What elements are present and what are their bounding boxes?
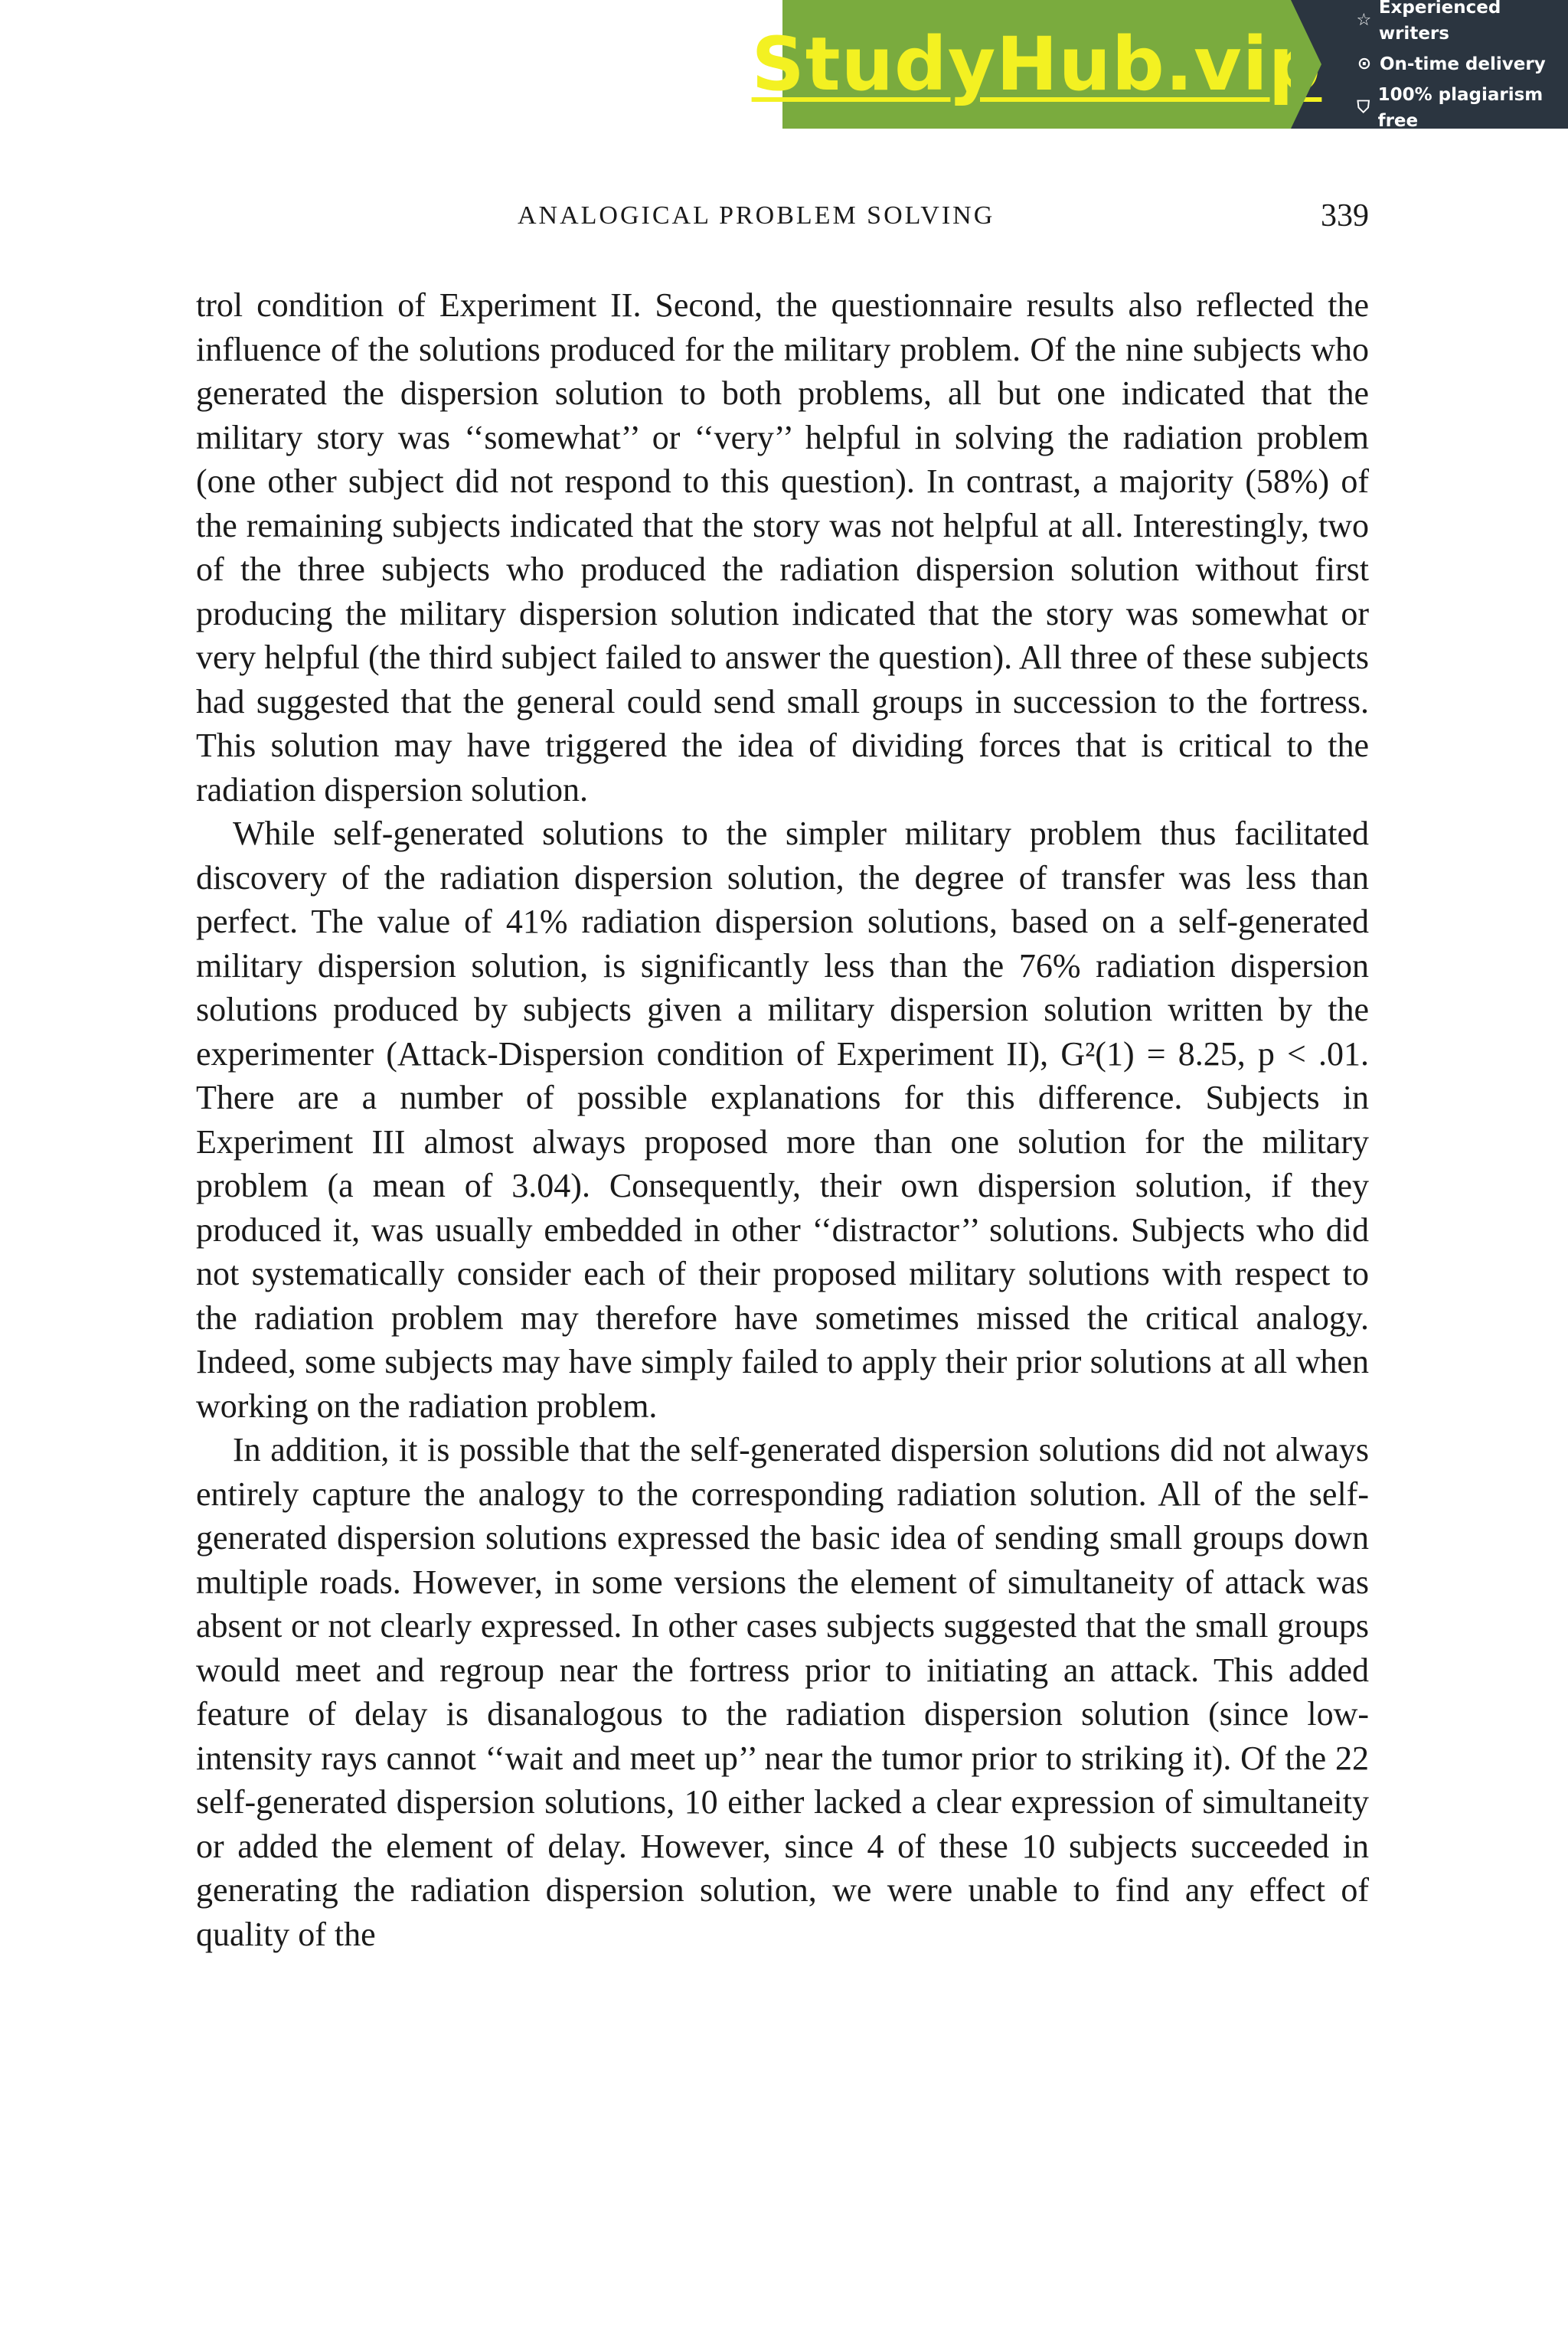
paragraph-2: While self-generated solutions to the simpler military problem thus facilitated discovery of the radiation dispersion solution, the degree of transfer was less than perfect. The value of 41% radiation dispersion solutions, based on a self-generated military dispersion solution, is significantly less than the 76% radiation dispersion solutions produced by subjects given a military dispersion solution written by the experimenter (Attack-Dispersion condition of Experiment II), G²(1) = 8.25, p < .01. There are a number of possible explanations for this difference. Subjects in Experiment III almost always proposed more than one solution for the military problem (a mean of 3.04). Consequently, their own dispersion solution, if they produced it, was usually embedded in other ‘‘distractor’’ solutions. Subjects who did not systematically consider each of their proposed military solutions with respect to the radiation problem may therefore have sometimes missed the critical analogy. Indeed, some subjects may have simply failed to apply their prior solutions at all when working on the radiation problem. (196, 815, 1369, 1425)
star-outline-icon: ☆ (1356, 11, 1372, 30)
feature-experienced-writers (1355, 0, 1568, 47)
feature-on-time-delivery (1355, 51, 1568, 77)
feature-label: On-time delivery (1380, 54, 1546, 74)
ad-banner[interactable] (751, 0, 1568, 131)
feature-label: 100% plagiarism free (1377, 85, 1544, 131)
feature-label: Experienced writers (1378, 0, 1501, 44)
studyhub-logo[interactable] (751, 0, 1322, 129)
shield-icon: ⛉ (1357, 98, 1370, 117)
running-title: ANALOGICAL PROBLEM SOLVING (518, 201, 995, 230)
feature-plagiarism-free (1355, 82, 1568, 134)
banner-notch (1291, 0, 1321, 129)
page-number: 339 (1321, 198, 1369, 234)
logo-text[interactable]: StudyHub.vip (751, 21, 1322, 107)
paragraph-3: In addition, it is possible that the self-generated dispersion solutions did not always entirely capture the analogy to the corresponding radiation solution. All of the self-generated dispersion solutions expressed the basic idea of sending small groups down multiple roads. However, in some versions the element of simultaneity of attack was absent or not clearly expressed. In other cases subjects suggested that the small groups would meet and regroup near the fortress prior to initiating an attack. This added feature of delay is disanalogous to the radiation dispersion solution (since low-intensity rays cannot ‘‘wait and meet up’’ near the tumor prior to striking it). Of the 22 self-generated dispersion solutions, 10 either lacked a clear expression of simultaneity or added the element of delay. However, since 4 of these 10 subjects succeeded in generating the radiation dispersion solution, we were unable to find any effect of quality of the (196, 1431, 1369, 1953)
banner-features (1291, 0, 1568, 129)
running-head (196, 198, 1369, 234)
paragraph-1: trol condition of Experiment II. Second, the questionnaire results also reflected the influence of the solutions produced for the military problem. Of the nine subjects who generated the dispersion solution to both problems, all but one indicated that the military story was ‘‘somewhat’’ or ‘‘very’’ helpful in solving the radiation problem (one other subject did not respond to this question). In contrast, a majority (58%) of the remaining subjects indicated that the story was not helpful at all. Interestingly, two of the three subjects who produced the radiation dispersion solution without first producing the military dispersion solution indicated that the story was somewhat or very helpful (the third subject failed to answer the question). All three of these subjects had suggested that the general could send small groups in succession to the fortress. This solution may have triggered the idea of dividing forces that is critical to the radiation dispersion solution. (196, 286, 1369, 808)
body-text (196, 283, 1369, 1956)
clock-icon: ⊙ (1357, 54, 1372, 74)
